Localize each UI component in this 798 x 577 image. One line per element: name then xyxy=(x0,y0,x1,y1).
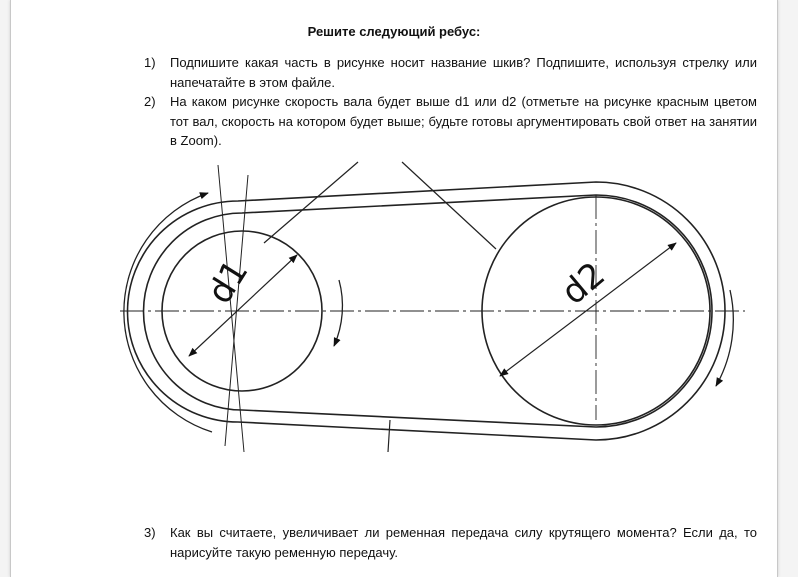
question-1-number: 1) xyxy=(144,55,156,70)
label-d1: d1 xyxy=(199,252,257,311)
question-3-number: 3) xyxy=(144,525,156,540)
leader-line-bottom xyxy=(388,420,390,452)
leader-line-left xyxy=(264,162,358,243)
label-d2: d2 xyxy=(554,254,613,313)
question-2-number: 2) xyxy=(144,94,156,109)
rotation-arrow-inner xyxy=(334,280,342,346)
question-2-text: На каком рисунке скорость вала будет выше d1 или d2 (отметьте на рисунке красным цветом тот вал, скорость на котором будет выше; будьте готовы аргументировать свой ответ на занятии в Zoom). xyxy=(170,94,757,148)
question-3-text: Как вы считаете, увеличивает ли ременная передача силу крутящего момента? Если да, то нарисуйте такую ременную передачу. xyxy=(170,525,757,560)
reference-line-2 xyxy=(225,175,248,446)
question-1-text: Подпишите какая часть в рисунке носит название шкив? Подпишите, используя стрелку или напечатайте в этом файле. xyxy=(170,55,757,90)
page-title: Решите следующий ребус: xyxy=(307,24,481,39)
belt-outer xyxy=(128,182,726,440)
leader-line-right xyxy=(402,162,496,249)
